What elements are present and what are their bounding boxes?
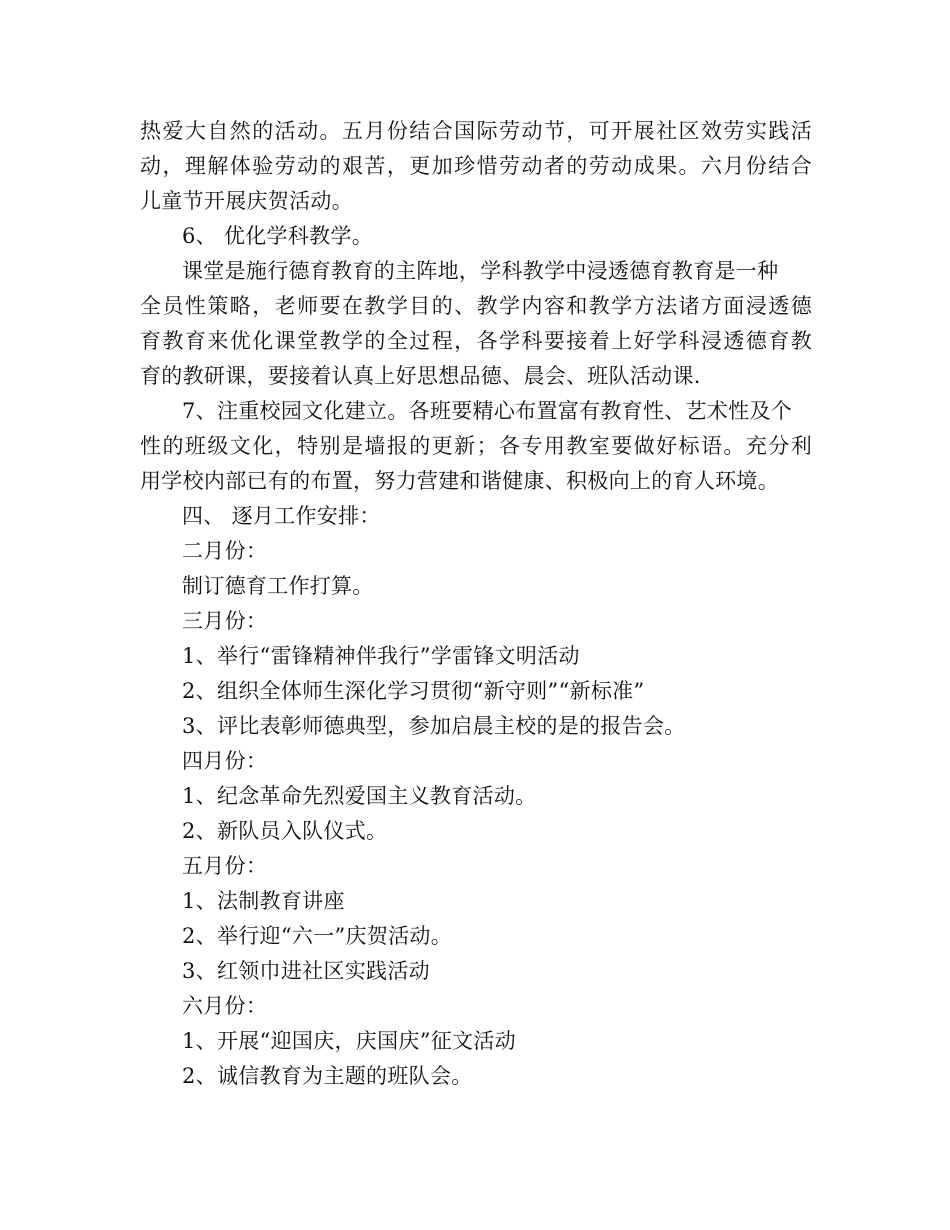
month-item: 2、诚信教育为主题的班队会。	[182, 1064, 473, 1088]
paragraph-line: 全员性策略，老师要在教学目的、教学内容和教学方法诸方面浸透德	[140, 294, 812, 318]
paragraph-line: 儿童节开展庆贺活动。	[140, 189, 353, 213]
paragraph-line: 课堂是施行德育教育的主阵地，学科教学中浸透德育教育是一种	[182, 259, 779, 283]
month-label: 四月份：	[182, 749, 268, 773]
month-item: 2、组织全体师生深化学习贯彻“新守则”“新标准”	[182, 679, 645, 703]
month-label: 三月份：	[182, 609, 268, 633]
item-6-heading: 6、 优化学科教学。	[182, 224, 374, 248]
month-item: 1、开展“迎国庆，庆国庆”征文活动	[182, 1029, 516, 1053]
paragraph-line: 热爱大自然的活动。五月份结合国际劳动节，可开展社区效劳实践活	[140, 119, 812, 143]
month-label: 二月份：	[182, 539, 268, 563]
month-item: 3、红领巾进社区实践活动	[182, 959, 430, 983]
month-item: 3、评比表彰师德典型，参加启晨主校的是的报告会。	[182, 714, 686, 738]
document-body	[140, 114, 812, 1094]
month-item: 2、新队员入队仪式。	[182, 819, 388, 843]
month-item: 1、举行“雷锋精神伴我行”学雷锋文明活动	[182, 644, 580, 668]
paragraph-line: 育教育来优化课堂教学的全过程，各学科要接着上好学科浸透德育教	[140, 329, 812, 353]
section-4-heading: 四、 逐月工作安排：	[182, 504, 381, 528]
paragraph-line: 动，理解体验劳动的艰苦，更加珍惜劳动者的劳动成果。六月份结合	[140, 154, 812, 178]
paragraph-line: 7、注重校园文化建立。各班要精心布置富有教育性、艺术性及个	[182, 399, 793, 423]
month-item: 1、纪念革命先烈爱国主义教育活动。	[182, 784, 537, 808]
month-item: 2、举行迎“六一”庆贺活动。	[182, 924, 453, 948]
month-label: 五月份：	[182, 854, 268, 878]
paragraph-line: 用学校内部已有的布置，努力营建和谐健康、积极向上的育人环境。	[140, 469, 779, 493]
month-item: 制订德育工作打算。	[182, 574, 374, 598]
paragraph-line: 性的班级文化，特别是墙报的更新；各专用教室要做好标语。充分利	[140, 434, 812, 458]
paragraph-line: 育的教研课，要接着认真上好思想品德、晨会、班队活动课.	[140, 364, 701, 388]
month-label: 六月份：	[182, 994, 268, 1018]
month-item: 1、法制教育讲座	[182, 889, 345, 913]
